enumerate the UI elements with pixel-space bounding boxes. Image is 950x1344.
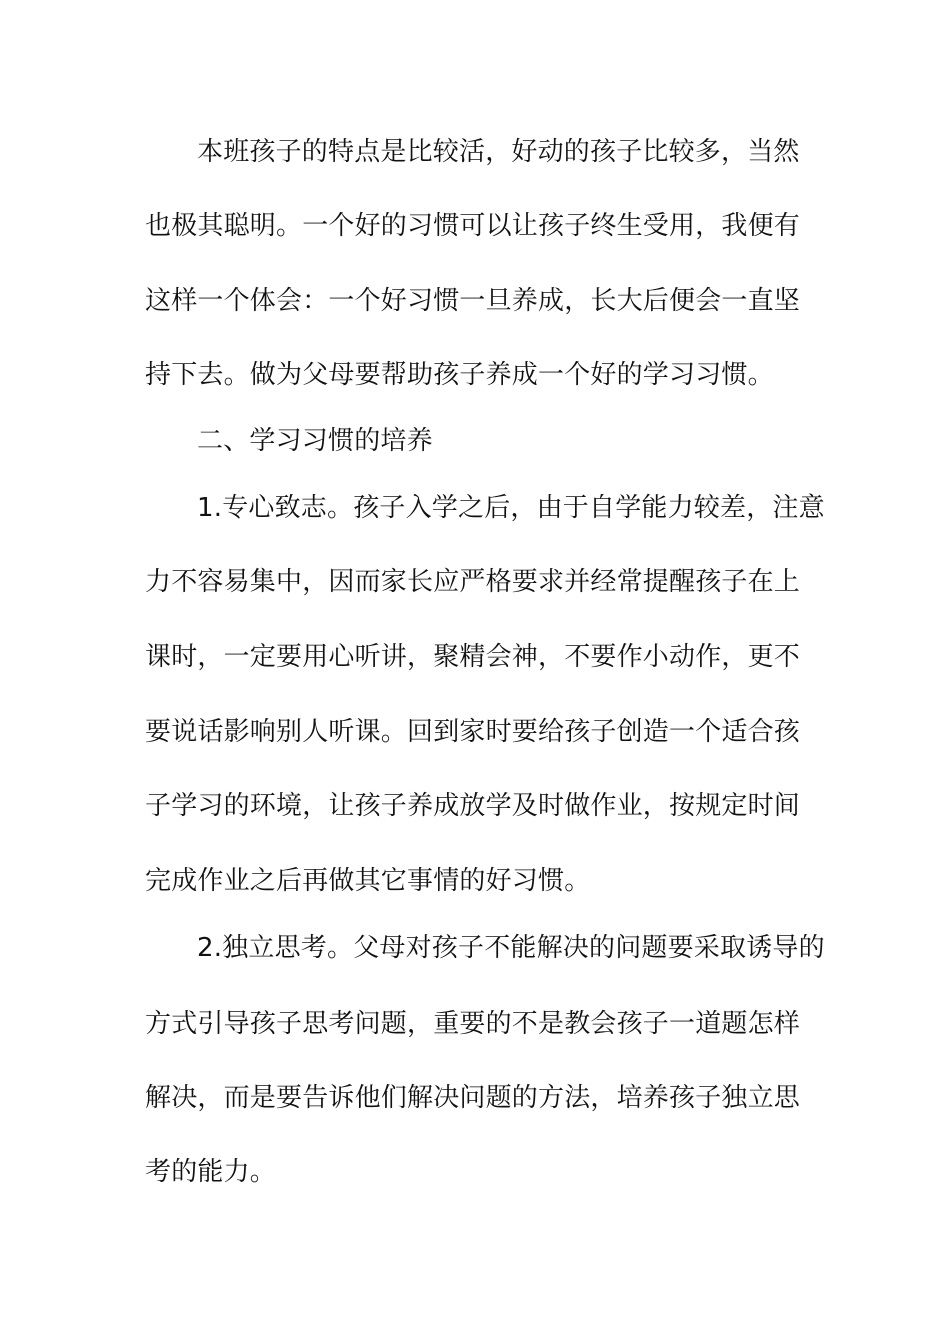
paragraph-line: 课时，一定要用心听讲，聚精会神，不要作小动作，更不 (145, 642, 801, 672)
paragraph-line: 子学习的环境，让孩子养成放学及时做作业，按规定时间 (145, 791, 801, 821)
paragraph-line: 这样一个体会：一个好习惯一旦养成，长大后便会一直坚 (145, 286, 801, 316)
paragraph-line: 持下去。做为父母要帮助孩子养成一个好的学习习惯。 (145, 360, 774, 390)
paragraph-line: 本班孩子的特点是比较活，好动的孩子比较多，当然 (197, 137, 800, 167)
paragraph-line: 解决，而是要告诉他们解决问题的方法，培养孩子独立思 (145, 1083, 801, 1113)
section-heading: 二、学习习惯的培养 (197, 426, 433, 456)
paragraph-line: 要说话影响别人听课。回到家时要给孩子创造一个适合孩 (145, 717, 801, 747)
paragraph-line: 1.专心致志。孩子入学之后，由于自学能力较差，注意 (197, 493, 825, 523)
paragraph-line: 方式引导孩子思考问题，重要的不是教会孩子一道题怎样 (145, 1009, 801, 1039)
paragraph-line: 力不容易集中，因而家长应严格要求并经常提醒孩子在上 (145, 567, 801, 597)
paragraph-line: 考的能力。 (145, 1157, 277, 1187)
paragraph-line: 完成作业之后再做其它事情的好习惯。 (145, 866, 591, 896)
paragraph-line: 也极其聪明。一个好的习惯可以让孩子终生受用，我便有 (145, 211, 801, 241)
paragraph-line: 2.独立思考。父母对孩子不能解决的问题要采取诱导的 (197, 933, 825, 963)
